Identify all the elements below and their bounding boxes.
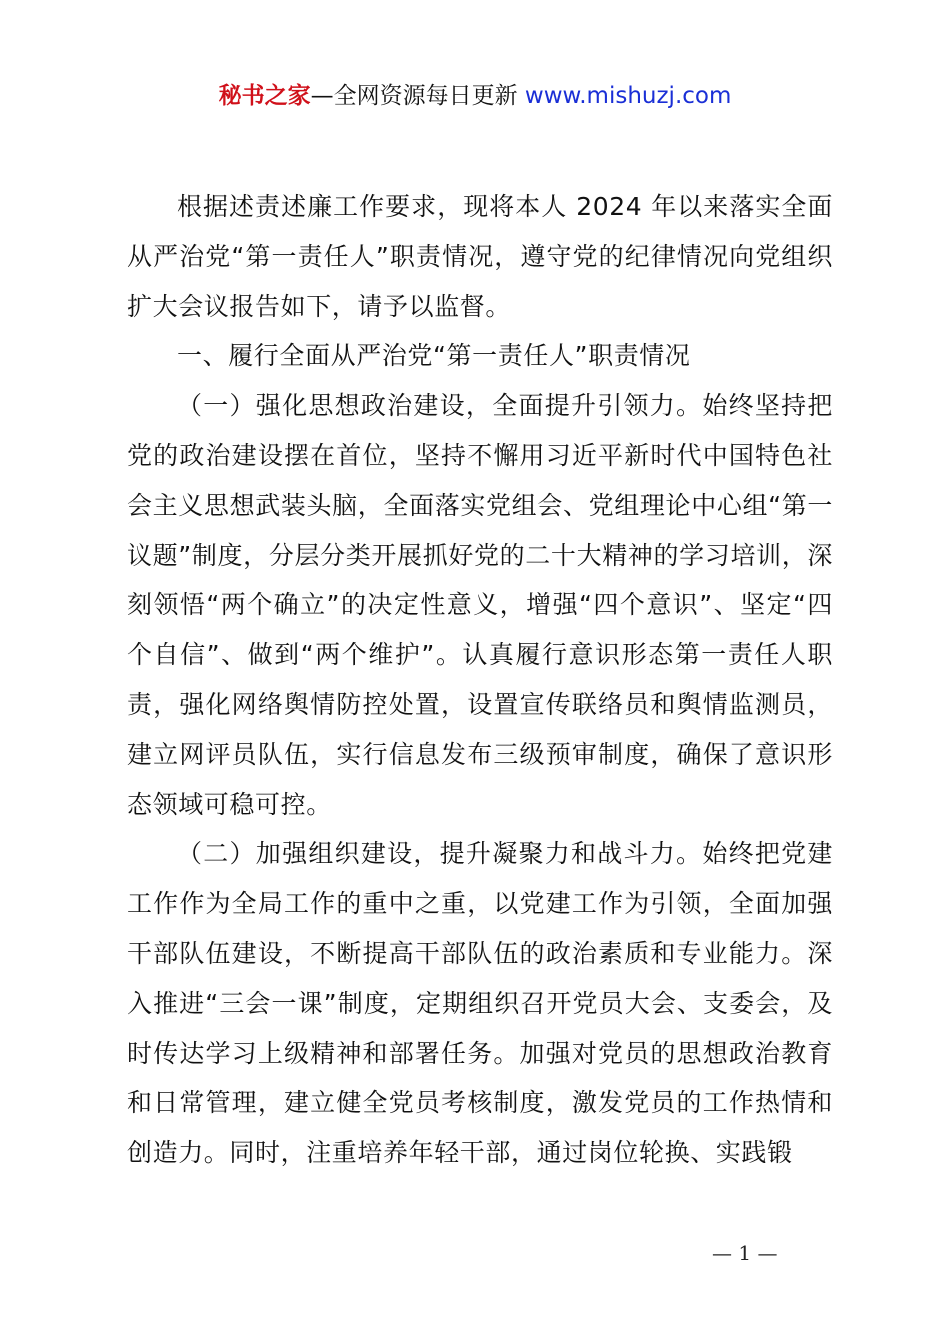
body-paragraph: （一）强化思想政治建设，全面提升引领力。始终坚持把党的政治建设摆在首位，坚持不懈用习近平新时代中国特色社会主义思想武装头脑，全面落实党组会、党组理论中心组“第一议题”制度，分层分类开展抓好党的二十大精神的学习培训，深刻领悟“两个确立”的决定性意义，增强“四个意识”、坚定“四个自信”、做到“两个维护”。认真履行意识形态第一责任人职责，强化网络舆情防控处置，设置宣传联络员和舆情监测员，建立网评员队伍，实行信息发布三级预审制度，确保了意识形态领域可稳可控。: [127, 391, 833, 819]
document-body: [127, 182, 833, 1178]
body-paragraph: （二）加强组织建设，提升凝聚力和战斗力。始终把党建工作作为全局工作的重中之重，以党建工作为引领，全面加强干部队伍建设，不断提高干部队伍的政治素质和专业能力。深入推进“三会一课”制度，定期组织召开党员大会、支委会，及时传达学习上级精神和部署任务。加强对党员的思想政治教育和日常管理，建立健全党员考核制度，激发党员的工作热情和创造力。同时，注重培养年轻干部，通过岗位轮换、实践锻: [127, 839, 833, 1168]
brand-name: 秘书之家: [218, 83, 311, 109]
site-url-link[interactable]: www.mishuzj.com: [524, 83, 732, 109]
header-tagline: —全网资源每日更新: [310, 83, 525, 109]
intro-paragraph: 根据述责述廉工作要求，现将本人 2024 年以来落实全面从严治党“第一责任人”职责情况，遵守党的纪律情况向党组织扩大会议报告如下，请予以监督。: [127, 192, 833, 321]
section-heading: 一、履行全面从严治党“第一责任人”职责情况: [177, 341, 691, 371]
page-number: — 1 —: [712, 1241, 778, 1265]
site-header: [0, 80, 950, 112]
